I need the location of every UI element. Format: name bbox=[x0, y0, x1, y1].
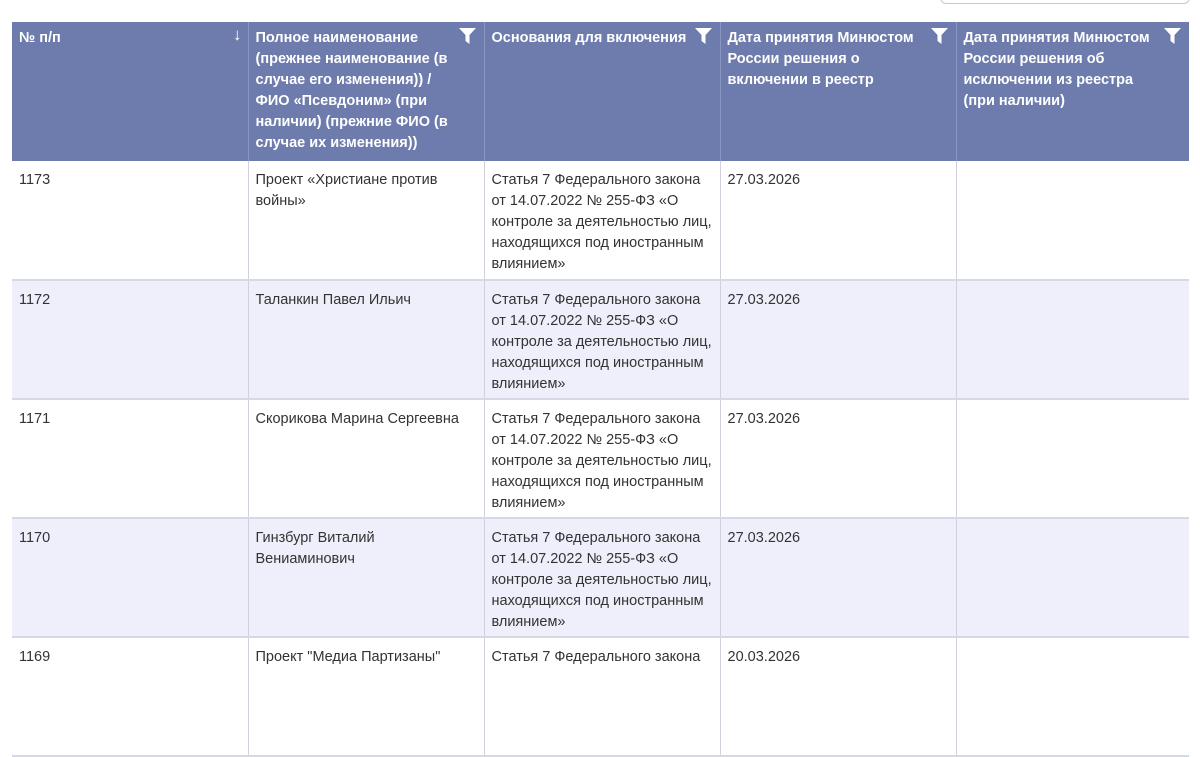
cell-inclusion-date: 27.03.2026 bbox=[720, 280, 956, 399]
cell-name: Проект "Медиа Партизаны" bbox=[248, 637, 484, 756]
filter-icon[interactable] bbox=[931, 28, 948, 44]
table-row[interactable] bbox=[12, 637, 1189, 756]
cell-inclusion-date: 27.03.2026 bbox=[720, 161, 956, 280]
table-row[interactable] bbox=[12, 280, 1189, 399]
table-header-row bbox=[12, 22, 1189, 161]
column-header-inclusion-date[interactable] bbox=[720, 22, 956, 161]
cell-number: 1172 bbox=[12, 280, 248, 399]
column-header-number[interactable] bbox=[12, 22, 248, 161]
column-header-basis[interactable] bbox=[484, 22, 720, 161]
cell-inclusion-date: 27.03.2026 bbox=[720, 399, 956, 518]
column-header-label: Основания для включения bbox=[491, 30, 687, 46]
cell-basis: Статья 7 Федерального закона bbox=[484, 637, 720, 756]
table-row[interactable] bbox=[12, 518, 1189, 637]
cell-name: Проект «Христиане против войны» bbox=[248, 161, 484, 280]
column-header-label: № п/п bbox=[19, 30, 61, 46]
cell-exclusion-date bbox=[956, 280, 1189, 399]
column-header-label: Дата принятия Минюстом России решения об исключении из реестра (при наличии) bbox=[963, 30, 1150, 109]
cell-name: Таланкин Павел Ильич bbox=[248, 280, 484, 399]
cell-number: 1169 bbox=[12, 637, 248, 756]
cell-basis: Статья 7 Федерального закона от 14.07.2022 № 255-ФЗ «О контроле за деятельностью лиц, находящихся под иностранным влиянием» bbox=[484, 518, 720, 637]
table-row[interactable] bbox=[12, 399, 1189, 518]
cell-number: 1173 bbox=[12, 161, 248, 280]
cell-name: Гинзбург Виталий Вениаминович bbox=[248, 518, 484, 637]
filter-icon[interactable] bbox=[459, 28, 476, 44]
cell-basis: Статья 7 Федерального закона от 14.07.2022 № 255-ФЗ «О контроле за деятельностью лиц, находящихся под иностранным влиянием» bbox=[484, 399, 720, 518]
cell-number: 1170 bbox=[12, 518, 248, 637]
column-header-label: Полное наименование (прежнее наименование (в случае его изменения)) / ФИО «Псевдоним» (при наличии) (прежние ФИО (в случае их изменения)) bbox=[255, 30, 448, 151]
column-header-exclusion-date[interactable] bbox=[956, 22, 1189, 161]
cell-inclusion-date: 20.03.2026 bbox=[720, 637, 956, 756]
cell-exclusion-date bbox=[956, 518, 1189, 637]
column-header-label: Дата принятия Минюстом России решения о включении в реестр bbox=[727, 30, 914, 88]
cell-name: Скорикова Марина Сергеевна bbox=[248, 399, 484, 518]
cell-basis: Статья 7 Федерального закона от 14.07.2022 № 255-ФЗ «О контроле за деятельностью лиц, находящихся под иностранным влиянием» bbox=[484, 161, 720, 280]
search-input[interactable] bbox=[940, 0, 1190, 4]
cell-exclusion-date bbox=[956, 637, 1189, 756]
cell-exclusion-date bbox=[956, 399, 1189, 518]
cell-exclusion-date bbox=[956, 161, 1189, 280]
filter-icon[interactable] bbox=[1164, 28, 1181, 44]
sort-down-arrow-icon[interactable]: ↓ bbox=[233, 25, 242, 44]
table-row[interactable] bbox=[12, 161, 1189, 280]
filter-icon[interactable] bbox=[695, 28, 712, 44]
cell-basis: Статья 7 Федерального закона от 14.07.2022 № 255-ФЗ «О контроле за деятельностью лиц, находящихся под иностранным влиянием» bbox=[484, 280, 720, 399]
foreign-agents-registry-table bbox=[12, 22, 1189, 757]
cell-inclusion-date: 27.03.2026 bbox=[720, 518, 956, 637]
cell-number: 1171 bbox=[12, 399, 248, 518]
column-header-full-name[interactable] bbox=[248, 22, 484, 161]
